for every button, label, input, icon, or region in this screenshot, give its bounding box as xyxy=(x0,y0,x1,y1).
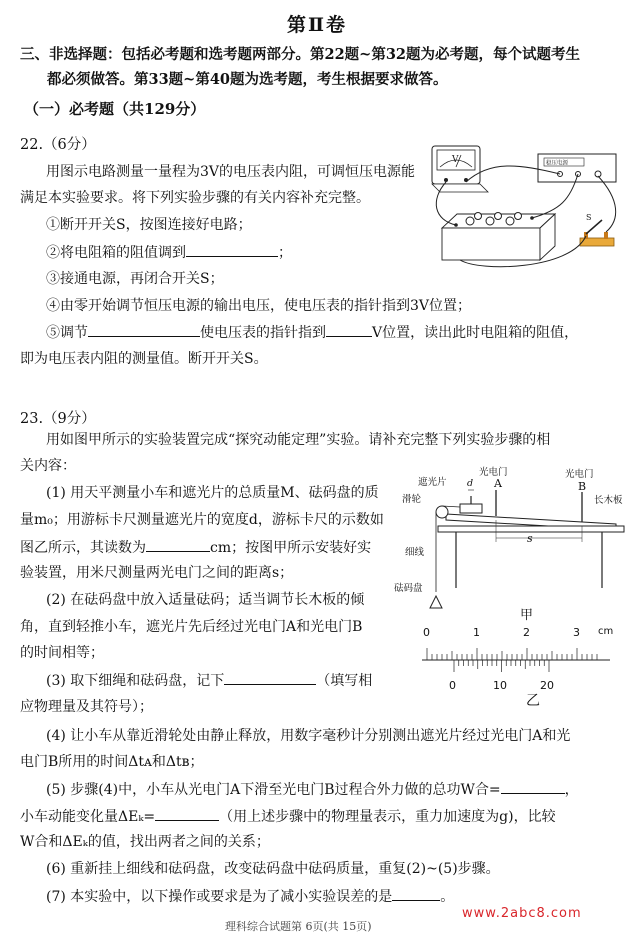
q23-step5-line2 xyxy=(20,806,556,827)
fig-label-string: 细线 xyxy=(405,547,425,558)
fig-label-weight: 砝码盘 xyxy=(394,583,423,594)
fig-label-a: A xyxy=(494,477,502,490)
q23-step1-line1: (1) 用天平测量小车和遮光片的总质量M、砝码盘的质 xyxy=(46,485,379,501)
fig-label-yi: 乙 xyxy=(526,693,540,709)
q23-step3-line2: 应物理量及其符号）； xyxy=(20,699,153,715)
fig-label-s: s xyxy=(527,532,533,545)
q23-step3-text-a: (3) 取下细绳和砝码盘，记下 xyxy=(46,673,225,689)
q22-number: 22.（6分） xyxy=(20,137,96,153)
q23-step7-end: 。 xyxy=(440,889,455,905)
power-supply-label: 稳压电源 xyxy=(546,160,569,167)
q22-step1: ①断开开关S，按图连接好电路； xyxy=(46,217,252,233)
fig-label-pulley: 滑轮 xyxy=(402,494,422,505)
pulley-icon xyxy=(436,506,448,518)
q22-step2-text: ②将电阻箱的阻值调到 xyxy=(46,245,186,261)
page-footer: 理科综合试题第 6页(共 15页) xyxy=(225,920,372,933)
q22-step5-text-c: V位置，读出此时电阻箱的阻值， xyxy=(372,325,579,341)
watermark: www.2abc8.com xyxy=(462,906,582,921)
fig-label-b: B xyxy=(578,480,587,493)
q23-step7-blank[interactable] xyxy=(392,886,440,901)
main-scale-ticks xyxy=(427,648,597,660)
vernier-label-0: 0 xyxy=(449,679,456,692)
weight-pan-icon xyxy=(430,596,442,608)
q23-step5-line3: W合和ΔEₖ的值，找出两者之间的关系； xyxy=(20,834,270,850)
page-title: 第Ⅱ卷 xyxy=(286,14,347,36)
main-scale-unit: cm xyxy=(598,626,614,637)
q23-step1-blank[interactable] xyxy=(146,537,210,552)
vernier-scale-ticks xyxy=(454,660,549,672)
fig-label-board: 长木板 xyxy=(594,495,623,506)
section-header-line1: 三、非选择题：包括必考题和选考题两部分。第22题~第32题为必考题，每个试题考生 xyxy=(20,46,581,63)
q22-step5-blank2[interactable] xyxy=(326,322,372,337)
q23-step7 xyxy=(46,886,454,907)
cart xyxy=(460,504,482,513)
q23-step2-line1: (2) 在砝码盘中放入适量砝码；适当调节长木板的倾 xyxy=(46,592,365,608)
main-scale-label-2: 2 xyxy=(523,626,530,639)
vernier-caliper xyxy=(418,642,614,678)
subsection-title: （一）必考题（共129分） xyxy=(24,100,206,118)
fig-label-jia: 甲 xyxy=(520,608,534,623)
q22-step5 xyxy=(46,322,578,343)
q23-step3-text-b: （填写相 xyxy=(316,673,373,689)
q23-intro-line2: 关内容： xyxy=(20,458,76,474)
q23-step5-line1 xyxy=(46,779,579,800)
q23-step1-line4: 验装置，用米尺测量两光电门之间的距离s； xyxy=(20,565,294,581)
q22-step3: ③接通电源，再闭合开关S； xyxy=(46,271,224,287)
q22-step2 xyxy=(46,242,292,263)
vernier-label-20: 20 xyxy=(540,679,554,692)
q22-step2-blank[interactable] xyxy=(186,242,278,257)
q23-step2-line2: 角，直到轻推小车，遮光片先后经过光电门A和光电门B xyxy=(20,619,363,635)
q23-step3-line1 xyxy=(46,670,372,691)
q23-step4-line1: (4) 让小车从靠近滑轮处由静止释放，用数字毫秒计分别测出遮光片经过光电门A和光 xyxy=(46,728,571,744)
q22-step4: ④由零开始调节恒压电源的输出电压，使电压表的指针指到3V位置； xyxy=(46,298,472,314)
q23-step6: (6) 重新挂上细线和砝码盘，改变砝码盘中砝码质量，重复(2)~(5)步骤。 xyxy=(46,861,500,877)
main-scale-label-1: 1 xyxy=(473,626,480,639)
fig-label-gate2: 光电门 xyxy=(565,469,594,480)
resistance-box-icon xyxy=(442,213,555,261)
main-scale-label-3: 3 xyxy=(573,626,580,639)
switch-icon xyxy=(580,220,614,246)
voltmeter-icon xyxy=(432,146,488,192)
q23-number: 23.（9分） xyxy=(20,411,96,427)
voltmeter-label: V xyxy=(452,155,459,165)
q23-step5-blank2[interactable] xyxy=(155,806,219,821)
q23-step1-line2: 量m₀；用游标卡尺测量遮光片的宽度d，游标卡尺的示数如 xyxy=(20,512,384,528)
main-scale-label-0: 0 xyxy=(423,626,430,639)
q22-step5-text-b: 使电压表的指针指到 xyxy=(200,325,326,341)
q23-step1-text-b: cm；按图甲所示安装好实 xyxy=(210,540,372,556)
q23-step5-text-b: ， xyxy=(564,782,579,798)
q22-step2-end: ； xyxy=(278,245,292,261)
fig-label-gate1: 光电门 xyxy=(479,467,508,478)
q23-step5-text-d: （用上述步骤中的物理量表示，重力加速度为g)，比较 xyxy=(219,809,556,825)
switch-label: S xyxy=(586,213,592,222)
q22-step5-blank1[interactable] xyxy=(88,322,200,337)
q23-step5-blank1[interactable] xyxy=(501,779,565,794)
q22-intro-line2: 满足本实验要求。将下列实验步骤的有关内容补充完整。 xyxy=(20,190,370,206)
q23-step7-text: (7) 本实验中，以下操作或要求是为了减小实验误差的是 xyxy=(46,889,393,905)
circuit-diagram xyxy=(420,140,625,275)
vernier-label-10: 10 xyxy=(493,679,507,692)
q22-step5-line2: 即为电压表内阻的测量值。断开开关S。 xyxy=(20,351,268,367)
q23-step1-text-a: 图乙所示，其读数为 xyxy=(20,540,146,556)
q23-step4-line2: 电门B所用的时间Δtᴀ和Δtʙ； xyxy=(20,754,204,770)
q23-step5-text-c: 小车动能变化量ΔEₖ= xyxy=(20,809,156,825)
fig-label-d: d xyxy=(467,478,474,489)
section-header-line2: 都必须做答。第33题~第40题为选考题，考生根据要求做答。 xyxy=(47,71,448,88)
q23-step5-text-a: (5) 步骤(4)中，小车从光电门A下滑至光电门B过程合外力做的总功W合= xyxy=(46,782,501,798)
q23-step1-line3 xyxy=(20,537,371,558)
q23-step3-blank[interactable] xyxy=(224,670,316,685)
fig-label-shading: 遮光片 xyxy=(418,477,447,488)
q22-step5-text-a: ⑤调节 xyxy=(46,325,88,341)
q22-intro-line1: 用图示电路测量一量程为3V的电压表内阻，可调恒压电源能 xyxy=(46,164,416,180)
q23-step2-line3: 的时间相等； xyxy=(20,645,104,661)
q23-intro-line1: 用如图甲所示的实验装置完成“探究动能定理”实验。请补充完整下列实验步骤的相 xyxy=(46,432,551,448)
